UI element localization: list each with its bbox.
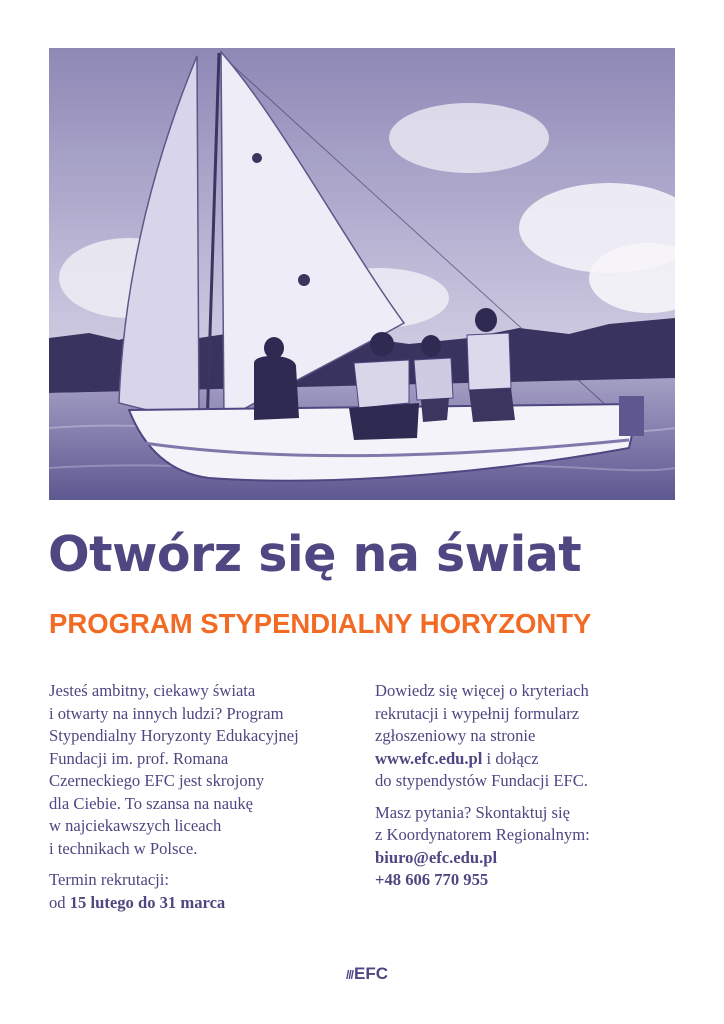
deadline-dates: 15 lutego do 31 marca [69,892,226,912]
info-line: do stypendystów Fundacji EFC. [375,771,588,790]
intro-column [49,680,349,923]
intro-line: Stypendialny Horyzonty Edukacyjnej [49,726,299,745]
efc-logo [346,963,388,985]
info-line [375,748,675,771]
intro-line: w najciekawszych liceach [49,816,222,835]
program-name: PROGRAM STYPENDIALNY HORYZONTY [49,608,592,639]
intro-line: i otwarty na innych ludzi? Program [49,703,284,723]
intro-line: Fundacji im. prof. Romana [49,748,229,768]
info-column [375,680,675,901]
contact-paragraph [375,802,675,892]
deadline-label: Termin rekrutacji: [49,870,170,889]
logo-slashes-icon: /// [346,968,354,982]
intro-line: dla Ciebie. To szansa na naukę [49,793,254,813]
info-line-suffix: i dołącz [482,748,539,768]
phone-number[interactable]: +48 606 770 955 [375,870,489,889]
contact-line: z Koordynatorem Regionalnym: [375,825,590,844]
logo-text: EFC [354,964,389,983]
headline: Otwórz się na świat [48,526,582,583]
sailboat-photo [49,48,675,500]
intro-line: i technikach w Polsce. [49,838,198,858]
deadline-range [49,892,349,915]
sailboat-illustration [49,48,675,500]
info-line: zgłoszeniowy na stronie [375,726,536,745]
website-link[interactable]: www.efc.edu.pl [375,748,483,768]
email-link[interactable]: biuro@efc.edu.pl [375,847,498,867]
info-paragraph [375,680,675,793]
deadline-paragraph [49,869,349,914]
intro-line: Jesteś ambitny, ciekawy świata [49,681,256,700]
contact-line: Masz pytania? Skontaktuj się [375,802,570,822]
intro-line: Czerneckiego EFC jest skrojony [49,771,265,790]
intro-paragraph [49,680,349,860]
info-line: Dowiedz się więcej o kryteriach [375,681,589,700]
info-line: rekrutacji i wypełnij formularz [375,703,580,723]
deadline-prefix: od [49,892,70,912]
